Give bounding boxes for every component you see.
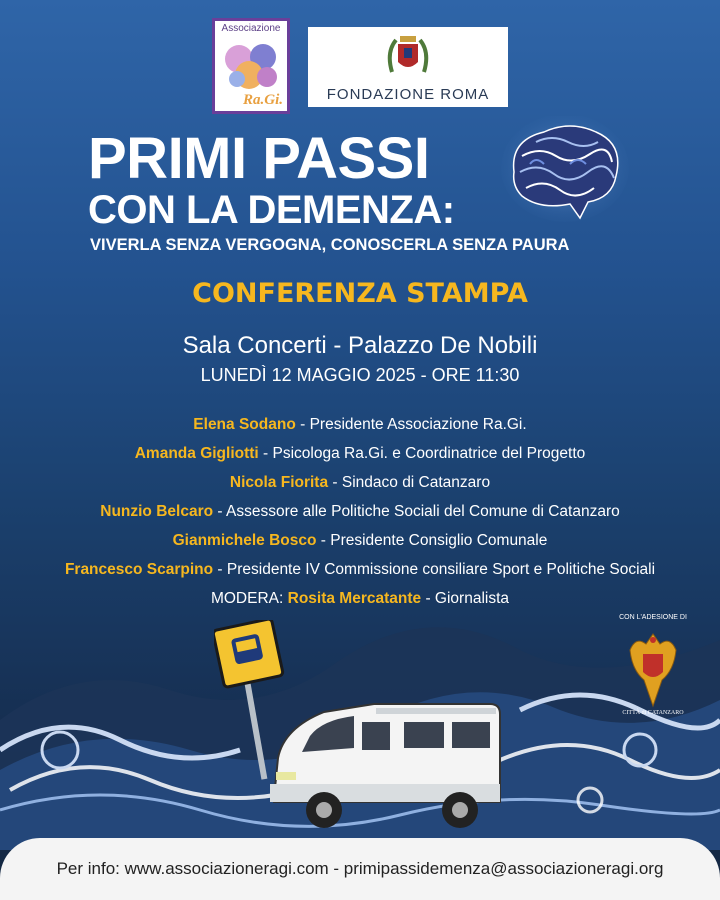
speaker-row xyxy=(0,471,720,500)
speaker-role: - Psicologa Ra.Gi. e Coordinatrice del Progetto xyxy=(258,445,586,462)
speaker-row xyxy=(0,413,720,442)
speaker-role: - Presidente IV Commissione consiliare Sport e Politiche Sociali xyxy=(213,561,656,578)
subtitle: VIVERLA SENZA VERGOGNA, CONOSCERLA SENZA PAURA xyxy=(90,236,570,254)
speaker-row xyxy=(0,500,720,529)
speaker-name: Gianmichele Bosco xyxy=(172,532,317,549)
speaker-name: Nicola Fiorita xyxy=(229,474,329,491)
speaker-role: - Assessore alle Politiche Sociali del Comune di Catanzaro xyxy=(213,503,620,520)
moderator-prefix: MODERA: xyxy=(210,590,288,607)
title-line-1: PRIMI PASSI xyxy=(88,126,430,191)
brain-icon xyxy=(500,116,630,226)
ragi-logo-name: Ra.Gi. xyxy=(242,92,283,108)
footer-info: Per info: www.associazioneragi.com - primipassidemenza@associazioneragi.org xyxy=(0,838,720,900)
event-venue: Sala Concerti - Palazzo De Nobili xyxy=(182,332,538,359)
eagle-crest-icon xyxy=(626,630,680,708)
puzzle-logo-icon xyxy=(219,35,285,97)
van-icon xyxy=(264,698,508,838)
adesione-label: CON L'ADESIONE DI xyxy=(619,614,687,621)
speaker-row xyxy=(0,442,720,471)
speaker-role: - Sindaco di Catanzaro xyxy=(328,474,491,491)
fondazione-roma-text: FONDAZIONE ROMA xyxy=(326,86,490,103)
associazione-ragi-logo xyxy=(212,18,290,114)
event-kind: CONFERENZA STAMPA xyxy=(192,278,528,309)
crest-caption: CITTÀ di CATANZARO xyxy=(622,710,684,716)
moderator-role: - Giornalista xyxy=(421,590,510,607)
speaker-name: Elena Sodano xyxy=(193,416,296,433)
ragi-logo-top-text: Associazione xyxy=(221,23,281,34)
moderator-name: Rosita Mercatante xyxy=(287,590,422,607)
title-line-2: CON LA DEMENZA: xyxy=(88,188,455,232)
speaker-role: - Presidente Associazione Ra.Gi. xyxy=(295,416,527,433)
speaker-name: Nunzio Belcaro xyxy=(100,503,214,520)
event-datetime: LUNEDÌ 12 MAGGIO 2025 - ORE 11:30 xyxy=(200,365,520,385)
speaker-role: - Presidente Consiglio Comunale xyxy=(316,532,548,549)
speakers-list xyxy=(0,413,720,616)
speaker-name: Francesco Scarpino xyxy=(64,561,214,578)
fondazione-roma-logo xyxy=(308,27,508,107)
speaker-row xyxy=(0,529,720,558)
speaker-row xyxy=(0,558,720,587)
speaker-name: Amanda Gigliotti xyxy=(134,445,259,462)
coat-of-arms-icon xyxy=(384,32,432,82)
